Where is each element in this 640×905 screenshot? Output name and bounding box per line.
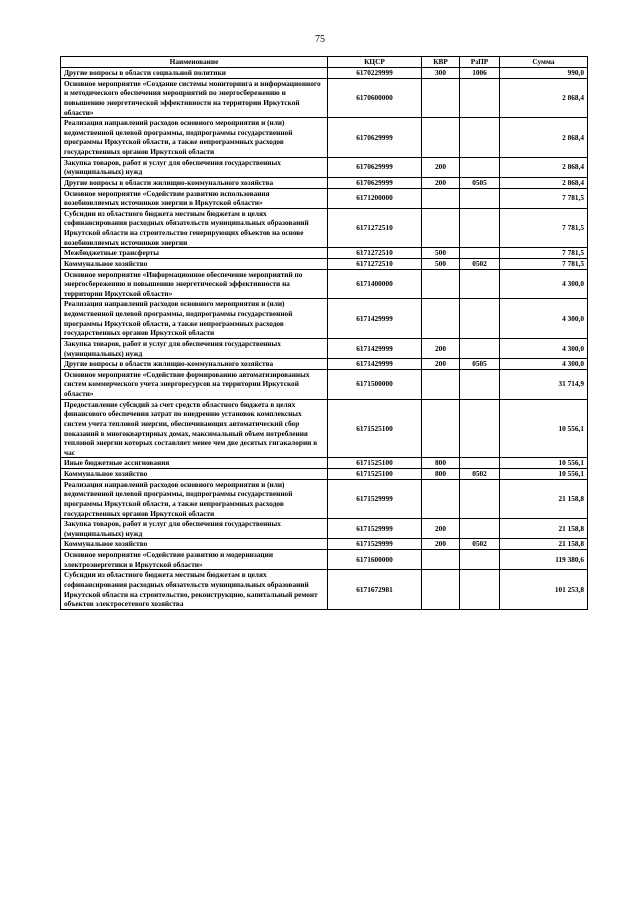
page-number: 75 [315,34,325,45]
cell-kcsr: 6171600000 [328,550,422,570]
cell-name: Коммунальное хозяйство [61,539,328,550]
cell-kvr [422,78,460,118]
cell-name: Закупка товаров, работ и услуг для обеспечения государственных (муниципальных) нужд [61,519,328,539]
cell-kvr [422,208,460,248]
cell-rzpr [460,248,500,259]
cell-rzpr [460,208,500,248]
cell-rzpr [460,369,500,399]
table-row [61,550,588,570]
cell-sum: 2 868,4 [500,157,588,177]
header-kvr: КВР [422,57,460,68]
cell-name: Закупка товаров, работ и услуг для обеспечения государственных (муниципальных) нужд [61,157,328,177]
cell-sum: 7 781,5 [500,258,588,269]
cell-kvr [422,479,460,519]
cell-sum: 2 868,4 [500,118,588,158]
cell-kcsr: 6171525100 [328,469,422,480]
table-row [61,399,588,458]
table-row [61,68,588,79]
cell-kvr: 800 [422,458,460,469]
cell-sum: 101 253,8 [500,570,588,610]
cell-kvr: 800 [422,469,460,480]
table-row [61,369,588,399]
cell-name: Основное мероприятие «Создание системы мониторинга и информационного и методического обеспечения мероприятий по энергосбережению и повышению энергетической эффективности на территории Иркутской области» [61,78,328,118]
cell-kcsr: 6171429999 [328,359,422,370]
cell-kcsr: 6171525100 [328,458,422,469]
table-row [61,338,588,358]
cell-kcsr: 6171272510 [328,208,422,248]
cell-rzpr: 0502 [460,469,500,480]
header-name: Наименование [61,57,328,68]
table-row [61,469,588,480]
cell-rzpr [460,338,500,358]
table-row [61,519,588,539]
cell-kcsr: 6171400000 [328,269,422,299]
cell-kvr: 200 [422,157,460,177]
table-row [61,539,588,550]
cell-sum: 10 556,1 [500,458,588,469]
cell-kcsr: 6171525100 [328,399,422,458]
table-row [61,570,588,610]
cell-kvr [422,570,460,610]
table-row [61,208,588,248]
cell-kvr: 200 [422,519,460,539]
cell-kcsr: 6171672981 [328,570,422,610]
cell-kvr [422,369,460,399]
header-sum: Сумма [500,57,588,68]
cell-name: Закупка товаров, работ и услуг для обеспечения государственных (муниципальных) нужд [61,338,328,358]
cell-kcsr: 6170229999 [328,68,422,79]
cell-kvr: 200 [422,177,460,188]
cell-sum: 2 868,4 [500,78,588,118]
budget-table [60,56,588,610]
cell-sum: 10 556,1 [500,469,588,480]
cell-kcsr: 6171529999 [328,479,422,519]
cell-kcsr: 6171200000 [328,188,422,208]
cell-rzpr [460,188,500,208]
cell-kvr: 200 [422,338,460,358]
cell-name: Реализация направлений расходов основного мероприятия и (или) ведомственной целевой программы, подпрограммы государственной программы Иркутской области, а также непрограммных расходов государственных органов Иркутской области [61,479,328,519]
cell-rzpr [460,550,500,570]
cell-rzpr [460,570,500,610]
table-row [61,157,588,177]
cell-name: Иные бюджетные ассигнования [61,458,328,469]
cell-kcsr: 6171529999 [328,519,422,539]
cell-sum: 7 781,5 [500,208,588,248]
cell-rzpr [460,399,500,458]
table-row [61,118,588,158]
cell-kcsr: 6170629999 [328,118,422,158]
cell-kcsr: 6171429999 [328,299,422,339]
cell-kvr: 300 [422,68,460,79]
cell-sum: 4 300,0 [500,338,588,358]
cell-rzpr: 0505 [460,359,500,370]
cell-kcsr: 6170629999 [328,177,422,188]
cell-sum: 990,0 [500,68,588,79]
table-row [61,359,588,370]
cell-rzpr: 0502 [460,539,500,550]
cell-rzpr [460,299,500,339]
cell-name: Предоставление субсидий за счет средств областного бюджета в целях финансового обеспечения затрат по внедрению установок комплексных систем учета тепловой энергии, обеспечивающих автоматический сбор показаний в многоквартирных домах, максимальный объем потребления тепловой энергии которых составляет менее чем две десятых гигакалории в час [61,399,328,458]
cell-kvr [422,299,460,339]
cell-kvr: 500 [422,258,460,269]
cell-kcsr: 6171272510 [328,258,422,269]
cell-sum: 4 300,0 [500,359,588,370]
cell-sum: 21 158,8 [500,539,588,550]
table-row [61,458,588,469]
cell-name: Коммунальное хозяйство [61,258,328,269]
cell-kcsr: 6171272510 [328,248,422,259]
cell-sum: 21 158,8 [500,479,588,519]
table-row [61,269,588,299]
cell-sum: 21 158,8 [500,519,588,539]
cell-kvr: 200 [422,539,460,550]
cell-name: Субсидии из областного бюджета местным бюджетам в целях софинансирования расходных обязательств муниципальных образований Иркутской области на строительство, реконструкцию, капитальный ремонт объектов электросетевого хозяйства [61,570,328,610]
cell-sum: 7 781,5 [500,188,588,208]
cell-rzpr [460,157,500,177]
cell-rzpr [460,269,500,299]
cell-sum: 31 714,9 [500,369,588,399]
cell-sum: 2 868,4 [500,177,588,188]
cell-rzpr [460,78,500,118]
cell-kvr [422,188,460,208]
cell-kcsr: 6170600000 [328,78,422,118]
cell-name: Основное мероприятие «Содействие развитию использования возобновляемых источников энергии в Иркутской области» [61,188,328,208]
cell-kvr [422,399,460,458]
table-header-row [61,57,588,68]
header-rzpr: РзПР [460,57,500,68]
cell-name: Другие вопросы в области социальной политики [61,68,328,79]
cell-rzpr [460,458,500,469]
table-row [61,188,588,208]
cell-rzpr [460,479,500,519]
table-row [61,248,588,259]
table-row [61,299,588,339]
cell-name: Основное мероприятие «Информационное обеспечение мероприятий по энергосбережению и повышению энергетической эффективности на территории Иркутской области» [61,269,328,299]
cell-name: Основное мероприятие «Содействие формированию автоматизированных систем коммерческого учета энергоресурсов на территории Иркутской области» [61,369,328,399]
table-row [61,177,588,188]
cell-sum: 119 380,6 [500,550,588,570]
header-kcsr: КЦСР [328,57,422,68]
cell-name: Основное мероприятие «Содействие развитию и модернизации электроэнергетики в Иркутской области» [61,550,328,570]
cell-kvr: 200 [422,359,460,370]
cell-kvr [422,118,460,158]
table-body [61,68,588,610]
table-row [61,479,588,519]
table-row [61,258,588,269]
cell-rzpr [460,118,500,158]
cell-name: Другие вопросы в области жилищно-коммунального хозяйства [61,177,328,188]
cell-name: Межбюджетные трансферты [61,248,328,259]
cell-kcsr: 6171529999 [328,539,422,550]
cell-kcsr: 6170629999 [328,157,422,177]
cell-name: Другие вопросы в области жилищно-коммунального хозяйства [61,359,328,370]
cell-kvr [422,269,460,299]
cell-sum: 10 556,1 [500,399,588,458]
table-row [61,78,588,118]
cell-sum: 4 300,0 [500,299,588,339]
cell-name: Субсидии из областного бюджета местным бюджетам в целях софинансирования расходных обязательств муниципальных образований Иркутской области на строительство генерирующих объектов на основе возобновляемых источников энергии [61,208,328,248]
cell-kcsr: 6171500000 [328,369,422,399]
cell-kvr: 500 [422,248,460,259]
cell-rzpr [460,519,500,539]
cell-rzpr: 0505 [460,177,500,188]
cell-rzpr: 0502 [460,258,500,269]
cell-rzpr: 1006 [460,68,500,79]
cell-name: Реализация направлений расходов основного мероприятия и (или) ведомственной целевой программы, подпрограммы государственной программы Иркутской области, а также непрограммных расходов государственных органов Иркутской области [61,299,328,339]
cell-sum: 7 781,5 [500,248,588,259]
cell-name: Коммунальное хозяйство [61,469,328,480]
cell-sum: 4 300,0 [500,269,588,299]
cell-kvr [422,550,460,570]
cell-kcsr: 6171429999 [328,338,422,358]
cell-name: Реализация направлений расходов основного мероприятия и (или) ведомственной целевой программы, подпрограммы государственной программы Иркутской области, а также непрограммных расходов государственных органов Иркутской области [61,118,328,158]
